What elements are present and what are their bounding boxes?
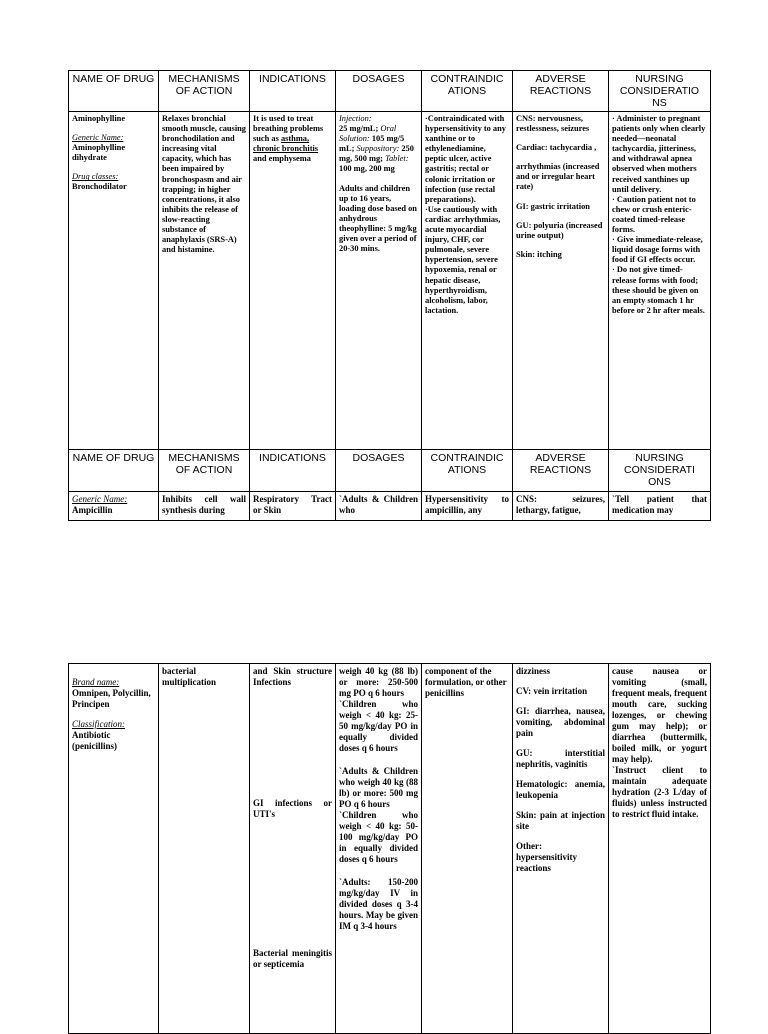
adverse-dizziness: dizziness: [516, 666, 551, 676]
nursing-nausea: cause nausea or vomiting (small, frequent meals, frequent mouth care, sucking lozenges, or chewing gum may help); or diarrhea (buttermilk, boiled milk, or yogurt may help).: [612, 666, 707, 764]
indication-skin: and Skin structure Infections: [253, 666, 332, 687]
dosage-adult-gi: `Adults & Children who weigh 40 kg (88 lb) or more: 500 mg PO q 6 hours: [339, 766, 418, 809]
dosage-injection: 25 mg/mL;: [339, 124, 379, 134]
ampicillin-name: Ampicillin: [72, 505, 113, 515]
header-contraindications-2: CONTRAINDIC ATIONS: [422, 450, 513, 492]
brand-name-value: Omnipen, Polycillin, Principen: [72, 688, 151, 709]
adverse-gi: GI: gastric irritation: [516, 201, 590, 211]
header-adverse-reactions: ADVERSE REACTIONS: [513, 71, 609, 112]
ampicillin-dosage-cell: `Adults & Children who: [336, 492, 422, 521]
ampicillin-nursing-cell: `Tell patient that medication may: [609, 492, 711, 521]
dosage-tablet: 100 mg, 200 mg: [339, 164, 395, 174]
adverse-skin-2: Skin: pain at injection site: [516, 810, 605, 831]
ampicillin-indications-cont: [250, 664, 336, 1034]
adverse-cardiac: Cardiac: tachycardia ,: [516, 143, 597, 153]
ampicillin-dosages-cont: [336, 664, 422, 1034]
drug-class-label: Drug classes:: [72, 172, 119, 182]
dosage-child-resp: `Children who weigh < 40 kg: 25-50 mg/kg/day PO in equally divided doses q 6 hours: [339, 699, 418, 753]
classification-value: Antibiotic (penicillins): [72, 730, 118, 751]
adverse-cv: CV: vein irritation: [516, 686, 588, 696]
indication-gi-uti: GI infections or UTI's: [253, 798, 332, 819]
dosage-loading: Adults and children up to 16 years, loading dose based on anhydrous theophylline: 5 mg/kg given over a period of 20-30 mins.: [339, 183, 417, 254]
generic-name-value: Aminophylline dihydrate: [72, 143, 126, 163]
ampicillin-contra-cell: Hypersensitivity to ampicillin, any: [422, 492, 513, 521]
dosage-injection-label: Injection:: [339, 114, 372, 123]
nursing-2: · Caution patient not to chew or crush enteric-coated timed-release forms.: [612, 194, 696, 235]
mechanism-text: Relaxes bronchial smooth muscle, causing bronchodilation and increasing vital capacity, which has been impaired by bronchospasm and air trapping; in higher concentrations, it also inhibits the release of slow-reacting substance of anaphylaxis (SRS-A) and histamine.: [162, 114, 246, 255]
dosage-adult-meningitis: `Adults: 150-200 mg/kg/day IV in divided doses q 3-4 hours. May be given IM q 3-4 hours: [339, 877, 418, 931]
dosage-oral-label: Oral Solution:: [339, 124, 397, 144]
ampicillin-nursing-cont: [609, 664, 711, 1034]
dosage-adult-resp: weigh 40 kg (88 lb) or more: 250-500 mg PO q 6 hours: [339, 666, 418, 698]
dosage-oral: 105 mg/5 mL;: [339, 134, 405, 154]
header-nursing-considerations-2: NURSING CONSIDERATI ONS: [609, 450, 711, 492]
indications-end: and emphysema: [253, 154, 311, 164]
ampicillin-generic-label: Generic Name:: [72, 494, 128, 504]
indications-text: It is used to treat breathing problems such as: [253, 114, 324, 144]
drug-table-aminophylline: [68, 70, 711, 521]
drug-table-ampicillin-continued: [68, 663, 711, 1034]
ampicillin-contra-cont: component of the formulation, or other penicillins: [422, 664, 513, 1034]
ampicillin-adverse-cont: [513, 664, 609, 1034]
indications-cell: [250, 112, 336, 450]
indication-meningitis: Bacterial meningitis or septicemia: [253, 948, 332, 969]
header-contraindications: CONTRAINDIC ATIONS: [422, 71, 513, 112]
adverse-arrhythmias: arrhythmias (increased and or irregular heart rate): [516, 162, 600, 192]
ampicillin-brand-cell: [69, 664, 159, 1034]
header-name-of-drug-2: NAME OF DRUG: [69, 450, 159, 492]
classification-label: Classification:: [72, 719, 126, 729]
header-adverse-reactions-2: ADVERSE REACTIONS: [513, 450, 609, 492]
header-nursing-considerations: NURSING CONSIDERATIO NS: [609, 71, 711, 112]
drug-name: Aminophylline: [72, 114, 126, 123]
header-name-of-drug: NAME OF DRUG: [69, 71, 159, 112]
nursing-1: · Administer to pregnant patients only when clearly needed—neonatal tachycardia, jitteriness, and withdrawal apnea observed when mothers received xanthines up until delivery.: [612, 114, 706, 194]
contraindications-cell: [422, 112, 513, 450]
header-dosages: DOSAGES: [336, 71, 422, 112]
header-mechanisms: MECHANISMS OF ACTION: [159, 71, 250, 112]
ampicillin-mechanism-cell: Inhibits cell wall synthesis during: [159, 492, 250, 521]
adverse-gi-2: GI: diarrhea, nausea, vomiting, abdominal pain: [516, 706, 605, 738]
dosage-suppository: 250 mg, 500 mg;: [339, 144, 414, 164]
header-mechanisms-2: MECHANISMS OF ACTION: [159, 450, 250, 492]
adverse-skin: Skin: itching: [516, 249, 562, 259]
nursing-3: · Give immediate-release, liquid dosage forms with food if GI effects occur.: [612, 235, 703, 265]
generic-name-label: Generic Name:: [72, 133, 124, 143]
adverse-cns: CNS: nervousness, restlessness, seizures: [516, 114, 590, 134]
adverse-hematologic: Hematologic: anemia, leukopenia: [516, 779, 605, 800]
drug-name-cell: [69, 112, 159, 450]
ampicillin-name-cell: [69, 492, 159, 521]
ampicillin-indications-cell: Respiratory Tract or Skin: [250, 492, 336, 521]
brand-name-label: Brand name:: [72, 677, 120, 687]
adverse-cell: [513, 112, 609, 450]
nursing-hydration: `Instruct client to maintain adequate hydration (2-3 L/day of fluids) unless instructed to restrict fluid intake.: [612, 765, 707, 819]
indications-conditions: asthma, chronic bronchitis: [253, 134, 319, 154]
ampicillin-mechanism-cont: bacterial multiplication: [159, 664, 250, 1034]
drug-class-value: Bronchodilator: [72, 182, 127, 192]
nursing-4: · Do not give timed-release forms with food; these should be given on an empty stomach 1 hr before or 2 hr after meals.: [612, 265, 705, 315]
dosage-tablet-label: Tablet:: [385, 154, 409, 164]
contraindication-1: ·Contraindicated with hypersensitivity to any xanthine or to ethylenediamine, peptic ulcer, active gastritis; rectal or colonic irritation or infection (use rectal preparations).: [425, 114, 506, 204]
header-indications-2: INDICATIONS: [250, 450, 336, 492]
nursing-cell: [609, 112, 711, 450]
dosages-cell: [336, 112, 422, 450]
ampicillin-adverse-cell: CNS: seizures, lethargy, fatigue,: [513, 492, 609, 521]
adverse-gu: GU: polyuria (increased urine output): [516, 220, 603, 240]
header-indications: INDICATIONS: [250, 71, 336, 112]
dosage-child-gi: `Children who weigh < 40 kg: 50-100 mg/kg/day PO in equally divided doses q 6 hours: [339, 810, 418, 864]
adverse-other: Other: hypersensitivity reactions: [516, 841, 578, 873]
dosage-suppository-label: Suppository:: [356, 144, 400, 154]
contraindication-2: ·Use cautiously with cardiac arrhythmias, acute myocardial injury, CHF, cor pulmonale, severe hypertension, severe hypoxemia, renal or hepatic disease, hyperthyroidism, alcoholism, labor, lactation.: [425, 204, 501, 315]
header-dosages-2: DOSAGES: [336, 450, 422, 492]
adverse-gu-2: GU: interstitial nephritis, vaginitis: [516, 748, 605, 769]
mechanism-cell: [159, 112, 250, 450]
